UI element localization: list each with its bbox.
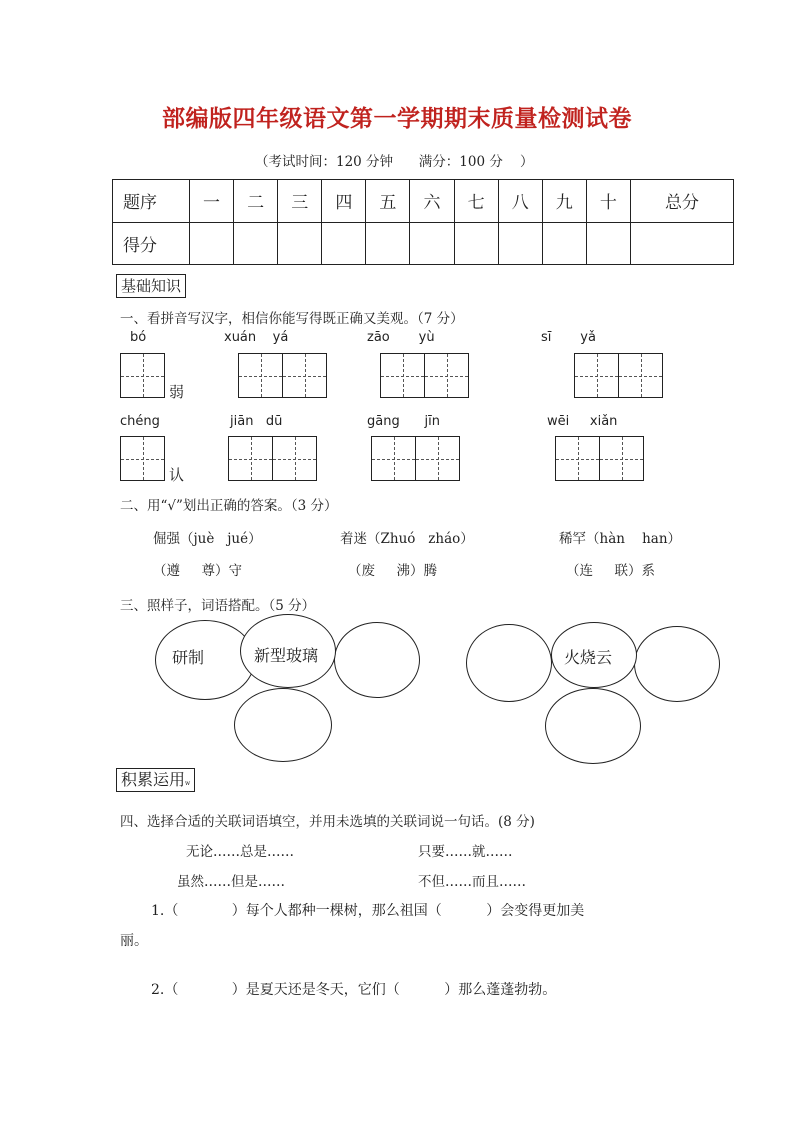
section-label-accumulation xyxy=(116,768,195,792)
writing-grid[interactable] xyxy=(574,353,663,398)
score-entry[interactable] xyxy=(631,222,734,265)
writing-grid[interactable] xyxy=(120,353,165,398)
answer-choice[interactable]: 着迷（Zhuó zháo） xyxy=(340,531,474,547)
conjunction-option: 虽然……但是…… xyxy=(177,874,285,890)
conjunction-option: 只要……就…… xyxy=(418,844,513,860)
blank-bubble[interactable] xyxy=(334,622,420,698)
pinyin: xuán yá xyxy=(224,330,289,345)
blank-bubble[interactable] xyxy=(545,688,641,764)
table-cell: 九 xyxy=(542,180,586,223)
word-bubble-text: 新型玻璃 xyxy=(254,646,319,665)
writing-grid[interactable] xyxy=(555,436,644,481)
table-cell: 三 xyxy=(278,180,322,223)
table-cell: 得分 xyxy=(113,222,190,265)
writing-grid[interactable] xyxy=(380,353,469,398)
table-cell: 七 xyxy=(454,180,498,223)
table-cell: 十 xyxy=(586,180,630,223)
word-bubble xyxy=(155,620,255,700)
table-cell: 题序 xyxy=(113,180,190,223)
exam-info: （考试时间：120 分钟 满分：100 分 ） xyxy=(255,154,534,170)
question-3: 三、照样子，词语搭配。（5 分） xyxy=(120,598,316,614)
score-table-header-row xyxy=(113,180,734,223)
score-entry[interactable] xyxy=(322,222,366,265)
answer-choice[interactable]: （连 联）系 xyxy=(566,563,655,579)
given-character: 认 xyxy=(169,466,185,484)
pinyin: gāng jīn xyxy=(367,414,440,429)
blank-bubble[interactable] xyxy=(634,626,720,702)
table-cell: 六 xyxy=(410,180,454,223)
sentence-1-continued: 丽。 xyxy=(120,933,148,949)
score-entry[interactable] xyxy=(542,222,586,265)
answer-choice[interactable]: （废 沸）腾 xyxy=(348,563,437,579)
pinyin: wēi xiǎn xyxy=(547,414,618,429)
writing-grid[interactable] xyxy=(371,436,460,481)
score-entry[interactable] xyxy=(586,222,630,265)
pinyin: bó xyxy=(130,330,147,345)
pinyin: sī yǎ xyxy=(541,330,596,345)
score-entry[interactable] xyxy=(454,222,498,265)
table-cell: 总分 xyxy=(631,180,734,223)
blank-bubble[interactable] xyxy=(234,688,332,762)
writing-grid[interactable] xyxy=(228,436,317,481)
page-title: 部编版四年级语文第一学期期末质量检测试卷 xyxy=(162,106,632,132)
table-cell: 一 xyxy=(190,180,234,223)
question-2: 二、用“√”划出正确的答案。（3 分） xyxy=(120,498,338,514)
question-1: 一、看拼音写汉字，相信你能写得既正确又美观。（7 分） xyxy=(120,311,464,327)
table-cell: 八 xyxy=(498,180,542,223)
score-table xyxy=(112,179,734,265)
answer-choice[interactable]: 倔强（juè jué） xyxy=(153,531,262,547)
conjunction-option: 无论……总是…… xyxy=(186,844,294,860)
answer-choice[interactable]: 稀罕（hàn han） xyxy=(559,531,682,547)
score-table-score-row xyxy=(113,222,734,265)
pinyin: jiān dū xyxy=(230,414,283,429)
sentence-1[interactable]: 1.（ ）每个人都种一棵树，那么祖国（ ）会变得更加美 xyxy=(151,903,585,919)
sentence-2[interactable]: 2.（ ）是夏天还是冬天，它们（ ）那么蓬蓬勃勃。 xyxy=(151,982,557,998)
score-entry[interactable] xyxy=(234,222,278,265)
pinyin: zāo yù xyxy=(367,330,435,345)
score-entry[interactable] xyxy=(278,222,322,265)
score-entry[interactable] xyxy=(366,222,410,265)
table-cell: 四 xyxy=(322,180,366,223)
writing-grid[interactable] xyxy=(120,436,165,481)
given-character: 弱 xyxy=(169,383,185,401)
blank-bubble[interactable] xyxy=(466,624,552,702)
pinyin: chéng xyxy=(120,414,160,429)
score-entry[interactable] xyxy=(410,222,454,265)
word-bubble-text: 火烧云 xyxy=(564,648,613,667)
table-cell: 五 xyxy=(366,180,410,223)
section-label-basics: 基础知识 xyxy=(116,274,186,298)
writing-grid[interactable] xyxy=(238,353,327,398)
section-label-text: 积累运用 xyxy=(121,770,186,789)
conjunction-option: 不但……而且…… xyxy=(418,874,526,890)
question-4: 四、选择合适的关联词语填空，并用未选填的关联词说一句话。(8 分) xyxy=(120,814,535,830)
word-bubble-text: 研制 xyxy=(172,648,205,667)
table-cell: 二 xyxy=(234,180,278,223)
score-entry[interactable] xyxy=(498,222,542,265)
score-entry[interactable] xyxy=(190,222,234,265)
answer-choice[interactable]: （遵 尊）守 xyxy=(153,563,242,579)
section-label-mark: w xyxy=(185,780,191,787)
